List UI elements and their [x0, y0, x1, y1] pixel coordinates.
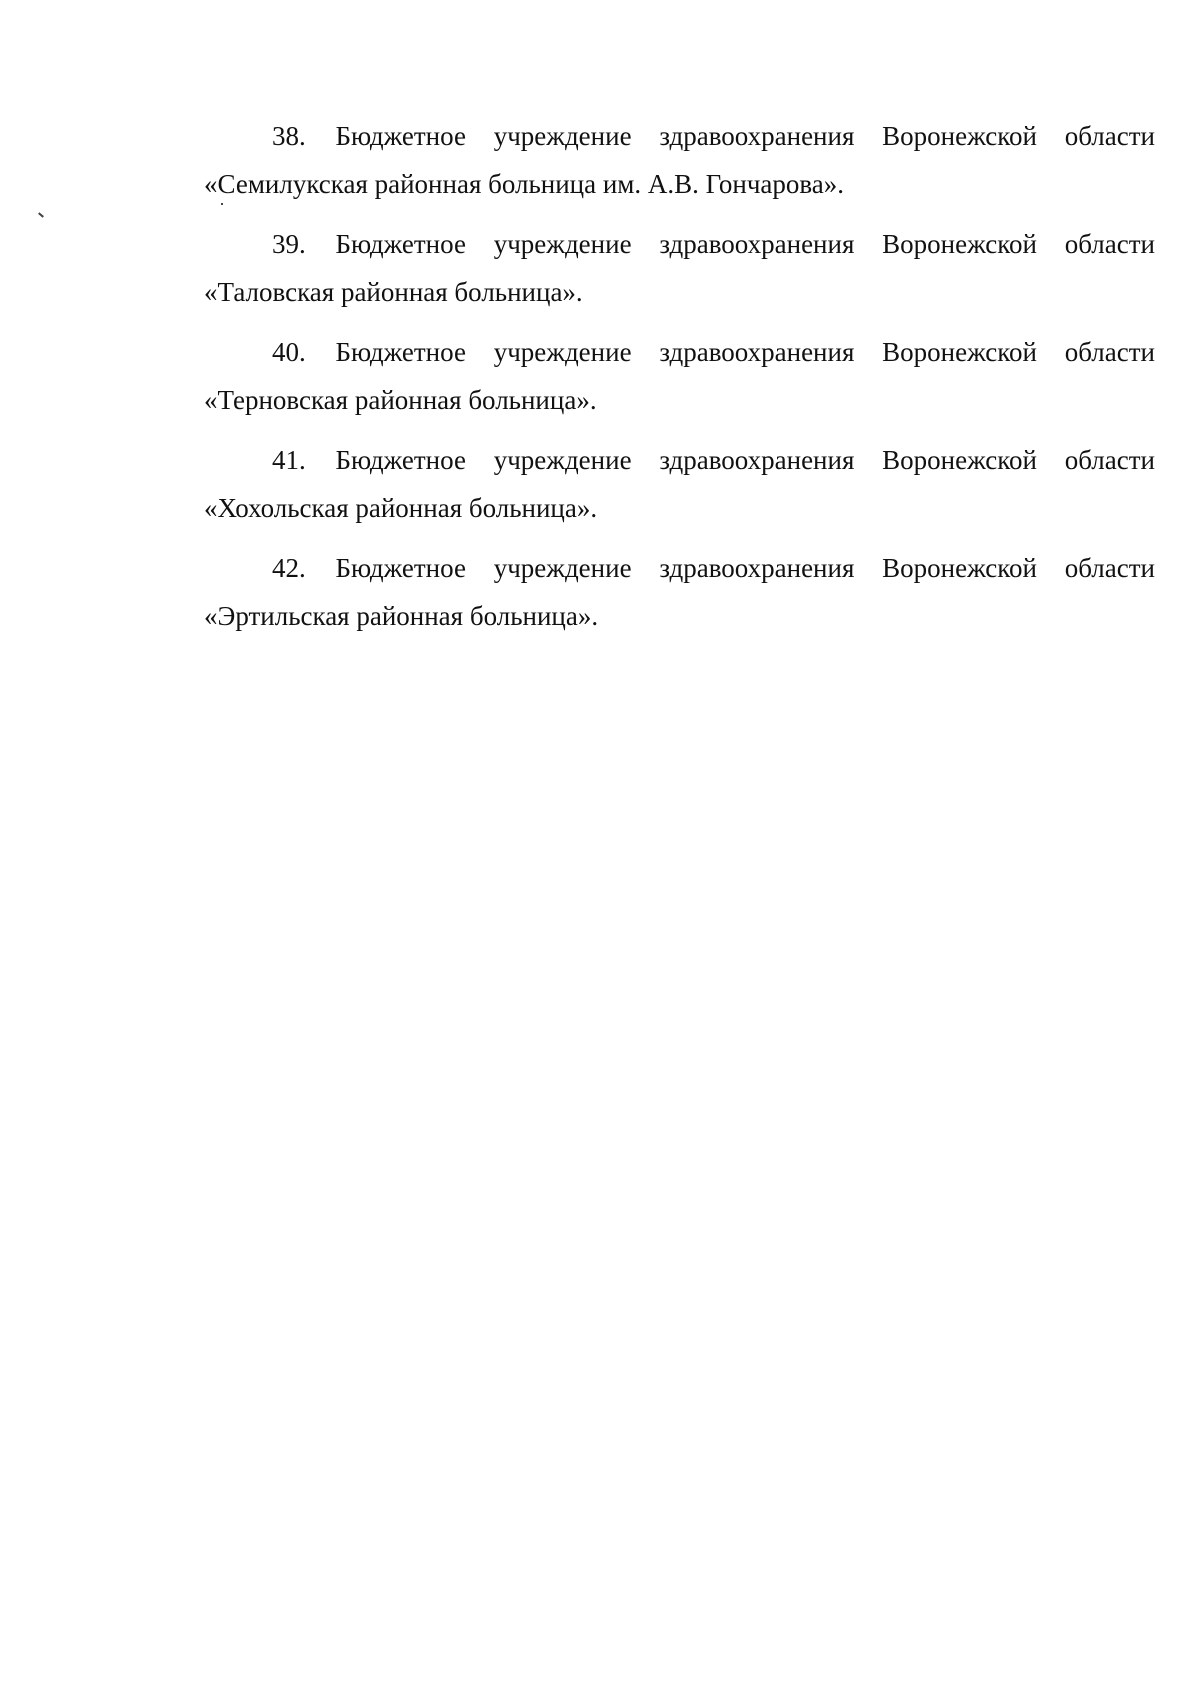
list-item-first-line [204, 328, 1155, 376]
list-item [204, 328, 1155, 424]
list-item-text: Бюджетное учреждение здравоохранения Воронежской области [335, 553, 1155, 583]
list-item-number: 42. [272, 553, 306, 583]
list-item [204, 220, 1155, 316]
list-item-second-line: «Терновская районная больница». [204, 385, 597, 415]
list-item-text: Бюджетное учреждение здравоохранения Воронежской области [335, 229, 1155, 259]
list-item-first-line [204, 112, 1155, 160]
list-item-number: 40. [272, 337, 306, 367]
list-item-second-line: «Хохольская районная больница». [204, 493, 598, 523]
list-item-second-line: «Таловская районная больница». [204, 277, 583, 307]
list-item [204, 112, 1155, 208]
list-item-text: Бюджетное учреждение здравоохранения Воронежской области [335, 445, 1155, 475]
list-item-first-line [204, 544, 1155, 592]
list-item-text: Бюджетное учреждение здравоохранения Воронежской области [335, 337, 1155, 367]
list-item [204, 436, 1155, 532]
scan-speck [38, 212, 44, 217]
list-item [204, 544, 1155, 640]
list-item-number: 38. [272, 121, 306, 151]
list-item-number: 41. [272, 445, 306, 475]
list-item-second-line: «Эртильская районная больница». [204, 601, 599, 631]
list-item-number: 39. [272, 229, 306, 259]
list-item-text: Бюджетное учреждение здравоохранения Воронежской области [335, 121, 1155, 151]
list-item-first-line [204, 436, 1155, 484]
list-item-first-line [204, 220, 1155, 268]
list-item-second-line: «Семилукская районная больница им. А.В. Гончарова». [204, 169, 845, 199]
institution-list [204, 112, 1155, 652]
